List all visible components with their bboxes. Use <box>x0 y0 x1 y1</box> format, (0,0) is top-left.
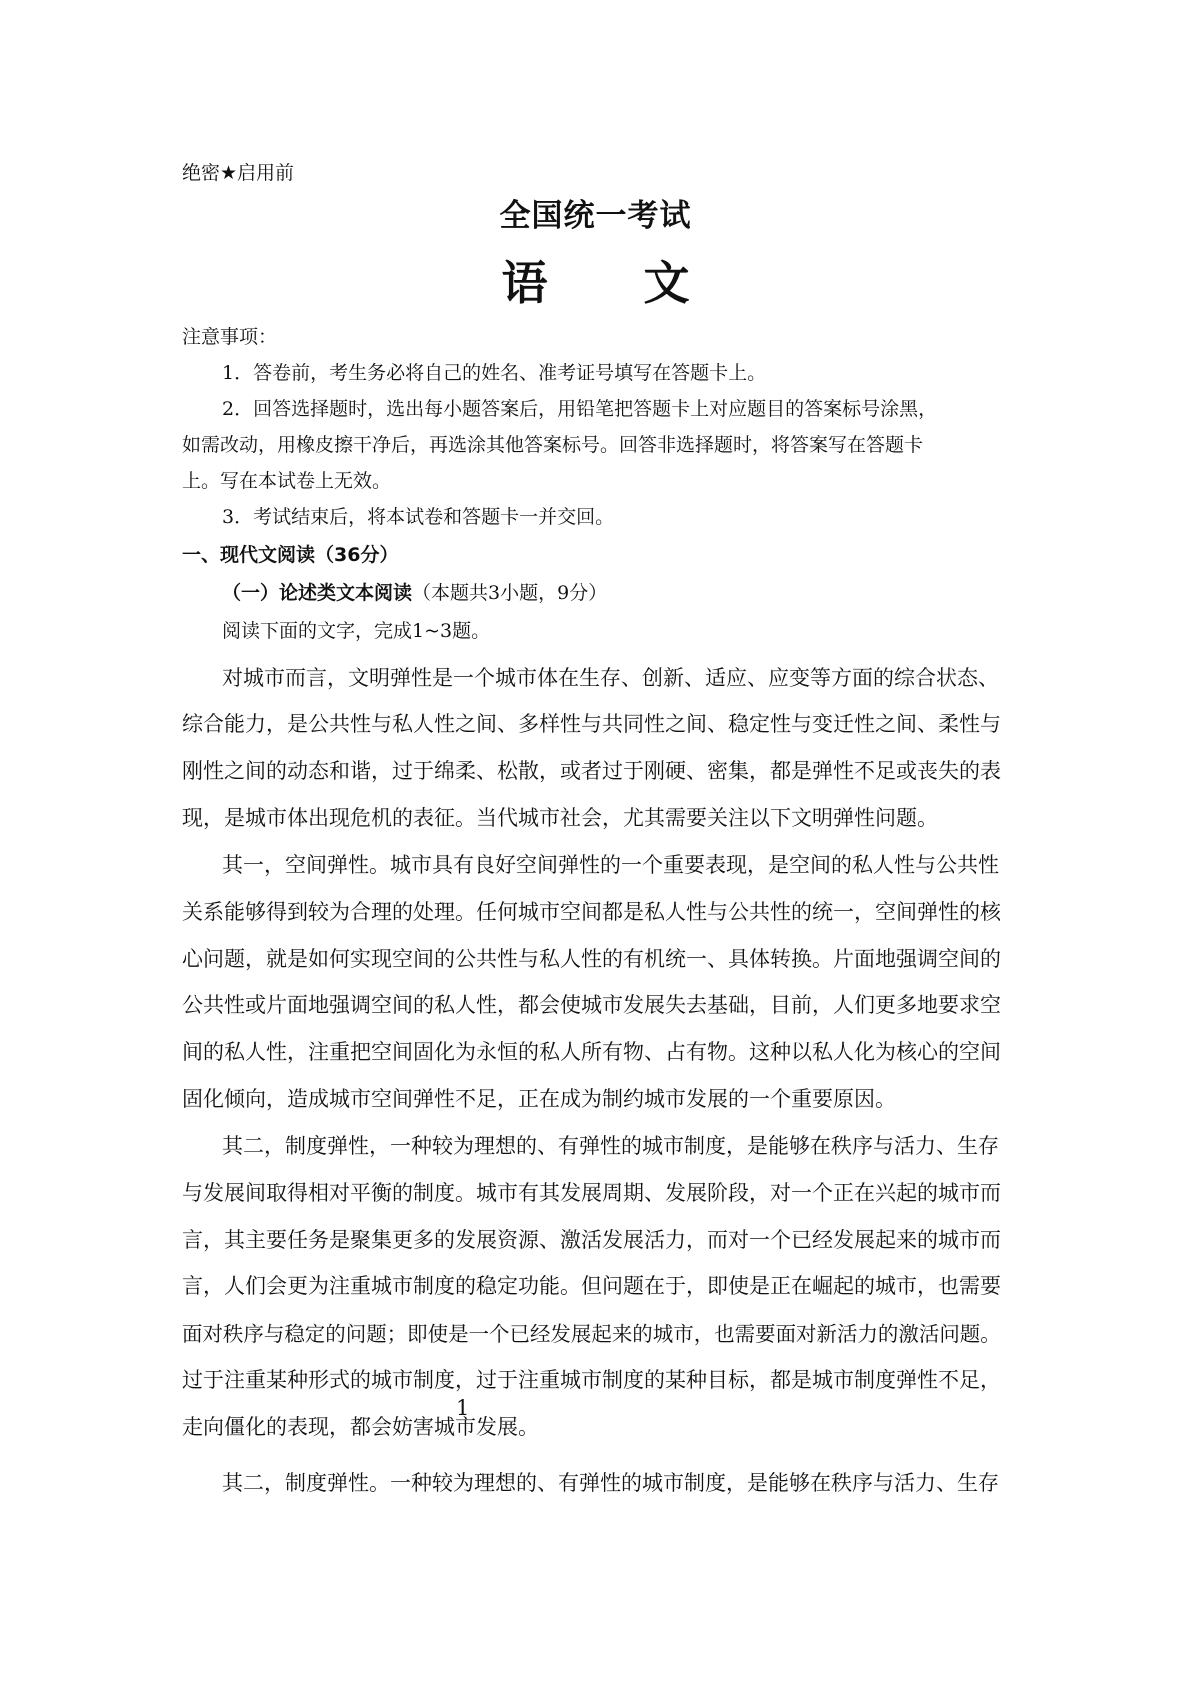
subject-char-1: 语 <box>501 256 548 310</box>
passage-line: 间的私人性，注重把空间固化为永恒的私人所有物、占有物。这种以私人化为核心的空间 <box>182 1040 1001 1064</box>
passage-line: 刚性之间的动态和谐，过于绵柔、松散，或者过于刚硬、密集，都是弹性不足或丧失的表 <box>182 759 1001 783</box>
passage-line: 言，人们会更为注重城市制度的稳定功能。但问题在于，即使是正在崛起的城市，也需要 <box>182 1274 1001 1298</box>
passage-line: 其一，空间弹性。城市具有良好空间弹性的一个重要表现，是空间的私人性与公共性 <box>222 853 999 877</box>
notes-heading: 注意事项： <box>182 326 278 348</box>
page-number: 1 <box>456 1396 470 1420</box>
passage-line: 固化倾向，造成城市空间弹性不足，正在成为制约城市发展的一个重要原因。 <box>182 1087 896 1111</box>
note-line: 2．回答选择题时，选出每小题答案后，用铅笔把答题卡上对应题目的答案标号涂黑， <box>222 398 938 420</box>
note-line: 1．答卷前，考生务必将自己的姓名、准考证号填写在答题卡上。 <box>222 362 767 384</box>
passage-line: 过于注重某种形式的城市制度，过于注重城市制度的某种目标，都是城市制度弹性不足， <box>182 1368 1001 1392</box>
subject-char-2: 文 <box>643 256 690 310</box>
subject-title <box>0 247 1191 313</box>
note-line: 如需改动，用橡皮擦干净后，再选涂其他答案标号。回答非选择题时，将答案写在答题卡 <box>182 434 924 456</box>
passage-line: 公共性或片面地强调空间的私人性，都会使城市发展失去基础，目前，人们更多地要求空 <box>182 993 1001 1017</box>
section-title: 一、现代文阅读（36分） <box>182 544 399 566</box>
note-line: 3．考试结束后，将本试卷和答题卡一并交回。 <box>222 506 615 528</box>
passage-line: 综合能力，是公共性与私人性之间、多样性与共同性之间、稳定性与变迁性之间、柔性与 <box>182 712 1001 736</box>
passage-line: 现，是城市体出现危机的表征。当代城市社会，尤其需要关注以下文明弹性问题。 <box>182 806 938 830</box>
passage-line: 其二，制度弹性。一种较为理想的、有弹性的城市制度，是能够在秩序与活力、生存 <box>222 1471 999 1495</box>
subsection-title-bold: （一）论述类文本阅读 <box>222 582 413 604</box>
passage-line: 其二，制度弹性，一种较为理想的、有弹性的城市制度，是能够在秩序与活力、生存 <box>222 1134 999 1158</box>
passage-line: 关系能够得到较为合理的处理。任何城市空间都是私人性与公共性的统一，空间弹性的核 <box>182 900 1001 924</box>
passage-line: 面对秩序与稳定的问题；即使是一个已经发展起来的城市，也需要面对新活力的激活问题。 <box>182 1322 1001 1346</box>
exam-title: 全国统一考试 <box>499 198 692 234</box>
reading-instruction: 阅读下面的文字，完成1~3题。 <box>222 620 491 642</box>
passage-line: 言，其主要任务是聚集更多的发展资源、激活发展活力，而对一个已经发展起来的城市而 <box>182 1228 1001 1252</box>
passage-line: 心问题，就是如何实现空间的公共性与私人性的有机统一、具体转换。片面地强调空间的 <box>182 947 1001 971</box>
passage-line: 对城市而言，文明弹性是一个城市体在生存、创新、适应、应变等方面的综合状态、 <box>222 666 999 690</box>
passage-line: 与发展间取得相对平衡的制度。城市有其发展周期、发展阶段，对一个正在兴起的城市而 <box>182 1181 1001 1205</box>
note-line: 上。写在本试卷上无效。 <box>182 470 392 492</box>
subsection-title <box>222 578 607 605</box>
passage-line: 走向僵化的表现，都会妨害城市发展。 <box>182 1415 539 1439</box>
subsection-title-rest: （本题共3小题，9分） <box>412 582 608 604</box>
confidential-label: 绝密★启用前 <box>182 162 295 184</box>
